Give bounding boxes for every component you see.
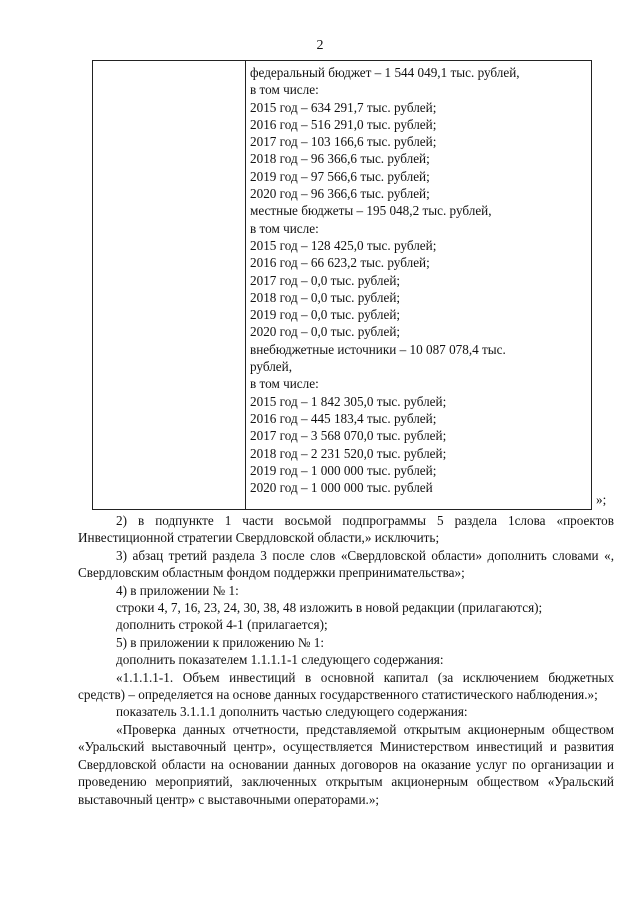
paragraph: 2) в подпункте 1 части восьмой подпрограммы 5 раздела 1слова «проектов Инвестиционной стратегии Свердловской области,» исключить; [78, 513, 614, 546]
table-left-cell [93, 61, 246, 510]
table-line: 2019 год – 1 000 000 тыс. рублей; [250, 462, 437, 478]
table-line: 2019 год – 97 566,6 тыс. рублей; [250, 168, 430, 184]
table-line: 2019 год – 0,0 тыс. рублей; [250, 307, 401, 323]
table-line: местные бюджеты – 195 048,2 тыс. рублей, [250, 203, 492, 219]
table-line: 2017 год – 103 166,6 тыс. рублей; [250, 134, 437, 150]
paragraph: «Проверка данных отчетности, представляемой открытым акционерным обществом «Уральский выставочный центр», осуществляется Министерством инвестиций и развития Свердловской области на основании данных договоров на оказание услуг по организации и проведению мероприятий, заключенных открытым акционерным обществом «Уральский выставочный центр» с выставочными операторами.»; [78, 721, 614, 807]
table-line: в том числе: [250, 220, 319, 236]
paragraph: 5) в приложении к приложению № 1: [116, 634, 325, 650]
table-line: 2016 год – 66 623,2 тыс. рублей; [250, 255, 430, 271]
table-closing-mark: »; [596, 492, 607, 507]
paragraph: дополнить показателем 1.1.1.1-1 следующего содержания: [116, 652, 444, 668]
table-line: рублей, [250, 359, 293, 375]
paragraph: 4) в приложении № 1: [116, 582, 239, 598]
budget-table [92, 60, 592, 510]
table-line: 2017 год – 3 568 070,0 тыс. рублей; [250, 428, 447, 444]
table-line: 2018 год – 2 231 520,0 тыс. рублей; [250, 445, 447, 461]
table-line: 2017 год – 0,0 тыс. рублей; [250, 272, 401, 288]
table-line: в том числе: [250, 82, 319, 98]
table-line: федеральный бюджет – 1 544 049,1 тыс. рублей, [250, 65, 520, 80]
table-line: 2015 год – 634 291,7 тыс. рублей; [250, 99, 437, 115]
table-line: 2020 год – 96 366,6 тыс. рублей; [250, 186, 430, 202]
table-line: внебюджетные источники – 10 087 078,4 тыс. [250, 341, 506, 357]
table-right-cell [246, 61, 592, 510]
paragraph: 3) абзац третий раздела 3 после слов «Свердловской области» дополнить словами «, Свердловским областным фондом поддержки препринимательства»; [78, 547, 614, 581]
paragraph: показатель 3.1.1.1 дополнить частью следующего содержания: [116, 704, 468, 720]
paragraph: «1.1.1.1-1. Объем инвестиций в основной капитал (за исключением бюджетных средств) – определяется на основе данных государственного статистического наблюдения.»; [78, 669, 614, 703]
table-line: 2015 год – 128 425,0 тыс. рублей; [250, 237, 437, 253]
table-line: 2016 год – 445 183,4 тыс. рублей; [250, 410, 437, 426]
paragraph: строки 4, 7, 16, 23, 24, 30, 38, 48 изложить в новой редакции (прилагаются); [116, 600, 543, 616]
table-line: 2020 год – 1 000 000 тыс. рублей [250, 480, 433, 496]
table-line: 2020 год – 0,0 тыс. рублей; [250, 324, 401, 340]
table-line: 2018 год – 96 366,6 тыс. рублей; [250, 151, 430, 167]
amendments-body [78, 512, 614, 808]
page-number: 2 [316, 38, 324, 53]
paragraph: дополнить строкой 4-1 (прилагается); [116, 617, 328, 633]
table-line: 2016 год – 516 291,0 тыс. рублей; [250, 116, 437, 132]
table-line: 2018 год – 0,0 тыс. рублей; [250, 289, 401, 305]
table-line: 2015 год – 1 842 305,0 тыс. рублей; [250, 393, 447, 409]
table-line: в том числе: [250, 376, 319, 392]
